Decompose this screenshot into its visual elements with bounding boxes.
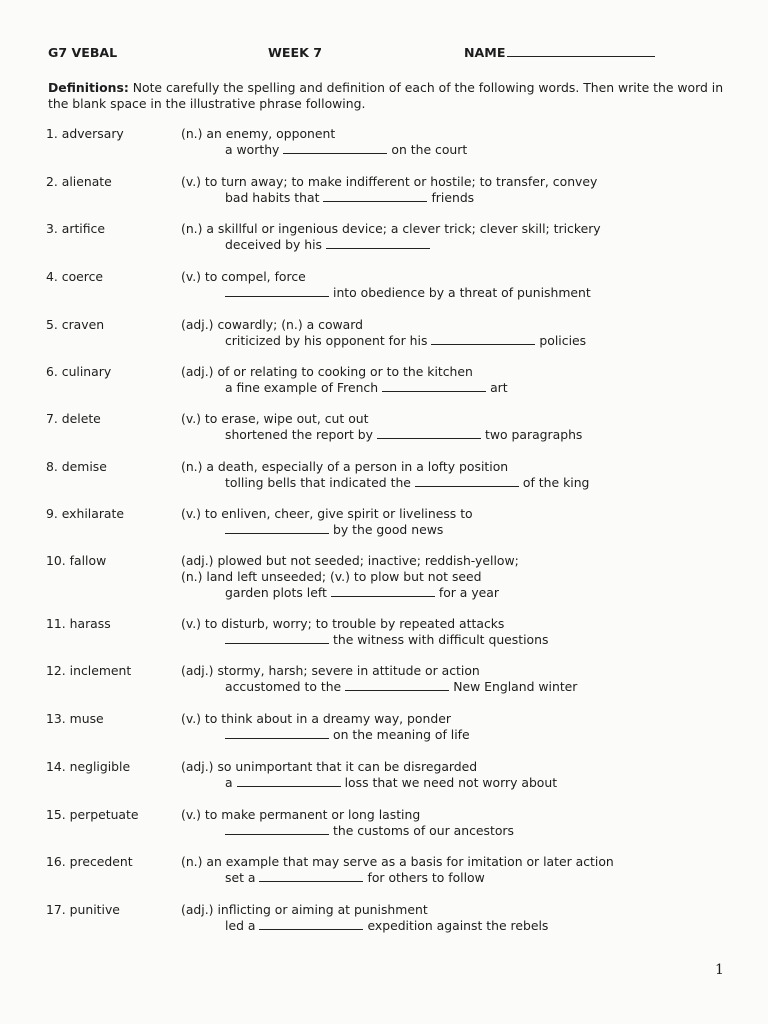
vocab-definition [181, 553, 741, 585]
vocab-term: 8. demise [46, 459, 107, 474]
phrase-after: New England winter [453, 679, 578, 694]
vocab-definition [181, 711, 741, 727]
vocab-term: 14. negligible [46, 759, 131, 774]
phrase-after: on the meaning of life [333, 727, 470, 742]
vocab-definition [181, 269, 741, 285]
example-phrase [225, 190, 474, 206]
answer-blank[interactable] [225, 522, 329, 534]
phrase-after: for others to follow [367, 870, 485, 885]
example-phrase [225, 632, 548, 648]
vocab-definition [181, 854, 741, 870]
name-label: NAME [464, 45, 506, 60]
vocab-definition [181, 317, 741, 333]
definition-line: (n.) land left unseeded; (v.) to plow but not seed [181, 569, 482, 584]
phrase-after: expedition against the rebels [367, 918, 549, 933]
answer-blank[interactable] [259, 918, 363, 930]
definition-line: (adj.) inflicting or aiming at punishment [181, 902, 428, 917]
phrase-before: a worthy [225, 142, 280, 157]
vocab-term: 7. delete [46, 411, 101, 426]
phrase-before: set a [225, 870, 256, 885]
example-phrase [225, 237, 434, 253]
example-phrase [225, 870, 485, 886]
vocab-definition [181, 174, 741, 190]
page-number: 1 [715, 962, 724, 978]
example-phrase [225, 918, 548, 934]
answer-blank[interactable] [345, 679, 449, 691]
instructions-text: Note carefully the spelling and definition of each of the following words. Then write the word in the blank space in the illustrative phrase following. [48, 80, 724, 111]
phrase-before: garden plots left [225, 585, 327, 600]
vocab-term: 5. craven [46, 317, 105, 332]
definition-line: (adj.) plowed but not seeded; inactive; reddish-yellow; [181, 553, 519, 568]
example-phrase [225, 823, 514, 839]
definition-line: (adj.) stormy, harsh; severe in attitude or action [181, 663, 480, 678]
definition-line: (n.) a death, especially of a person in a lofty position [181, 459, 509, 474]
vocab-definition [181, 126, 741, 142]
definition-line: (v.) to disturb, worry; to trouble by repeated attacks [181, 616, 505, 631]
phrase-after: of the king [522, 475, 590, 490]
phrase-before: a [225, 775, 233, 790]
phrase-after: on the court [391, 142, 468, 157]
definition-line: (adj.) cowardly; (n.) a coward [181, 317, 363, 332]
phrase-after: policies [539, 333, 587, 348]
definition-line: (v.) to erase, wipe out, cut out [181, 411, 369, 426]
vocab-term: 10. fallow [46, 553, 107, 568]
vocab-definition [181, 411, 741, 427]
definition-line: (v.) to enliven, cheer, give spirit or liveliness to [181, 506, 473, 521]
answer-blank[interactable] [259, 870, 363, 882]
answer-blank[interactable] [225, 285, 329, 297]
name-field[interactable] [464, 45, 655, 60]
vocab-term: 15. perpetuate [46, 807, 139, 822]
answer-blank[interactable] [283, 142, 387, 154]
example-phrase [225, 679, 577, 695]
example-phrase [225, 142, 467, 158]
phrase-after: the customs of our ancestors [333, 823, 514, 838]
answer-blank[interactable] [225, 823, 329, 835]
definition-line: (v.) to turn away; to make indifferent or hostile; to transfer, convey [181, 174, 598, 189]
phrase-after: friends [431, 190, 475, 205]
answer-blank[interactable] [331, 585, 435, 597]
vocab-definition [181, 364, 741, 380]
vocab-definition [181, 759, 741, 775]
instructions-lead: Definitions: [48, 80, 129, 95]
definition-line: (n.) an example that may serve as a basis for imitation or later action [181, 854, 614, 869]
week-label: WEEK 7 [268, 45, 323, 60]
vocab-term: 3. artifice [46, 221, 105, 236]
example-phrase [225, 727, 470, 743]
vocab-term: 17. punitive [46, 902, 120, 917]
phrase-after: for a year [438, 585, 499, 600]
vocab-term: 16. precedent [46, 854, 133, 869]
worksheet-title: G7 VEBAL [48, 45, 118, 60]
phrase-before: tolling bells that indicated the [225, 475, 411, 490]
vocab-term: 11. harass [46, 616, 111, 631]
answer-blank[interactable] [323, 190, 427, 202]
example-phrase [225, 380, 508, 396]
vocab-term: 13. muse [46, 711, 104, 726]
answer-blank[interactable] [431, 333, 535, 345]
phrase-before: accustomed to the [225, 679, 342, 694]
example-phrase [225, 475, 589, 491]
phrase-after: art [490, 380, 508, 395]
example-phrase [225, 522, 443, 538]
example-phrase [225, 427, 582, 443]
definition-line: (n.) an enemy, opponent [181, 126, 336, 141]
vocab-term: 4. coerce [46, 269, 104, 284]
instructions [48, 80, 728, 112]
answer-blank[interactable] [382, 380, 486, 392]
definition-line: (v.) to think about in a dreamy way, ponder [181, 711, 451, 726]
phrase-after: two paragraphs [485, 427, 583, 442]
vocab-definition [181, 221, 741, 237]
vocab-definition [181, 902, 741, 918]
answer-blank[interactable] [225, 632, 329, 644]
phrase-after: into obedience by a threat of punishment [333, 285, 591, 300]
vocab-term: 9. exhilarate [46, 506, 124, 521]
vocab-definition [181, 459, 741, 475]
phrase-after: the witness with difficult questions [333, 632, 549, 647]
phrase-after: by the good news [333, 522, 444, 537]
answer-blank[interactable] [225, 727, 329, 739]
definition-line: (v.) to make permanent or long lasting [181, 807, 421, 822]
answer-blank[interactable] [377, 427, 481, 439]
name-blank[interactable] [507, 45, 655, 57]
phrase-before: led a [225, 918, 256, 933]
vocab-definition [181, 616, 741, 632]
example-phrase [225, 585, 499, 601]
phrase-before: deceived by his [225, 237, 323, 252]
answer-blank[interactable] [326, 237, 430, 249]
definition-line: (adj.) so unimportant that it can be disregarded [181, 759, 478, 774]
vocab-definition [181, 663, 741, 679]
vocab-term: 6. culinary [46, 364, 112, 379]
phrase-before: criticized by his opponent for his [225, 333, 428, 348]
definition-line: (v.) to compel, force [181, 269, 306, 284]
vocab-term: 12. inclement [46, 663, 132, 678]
definition-line: (adj.) of or relating to cooking or to the kitchen [181, 364, 473, 379]
phrase-before: a fine example of French [225, 380, 379, 395]
vocab-term: 2. alienate [46, 174, 112, 189]
phrase-before: bad habits that [225, 190, 320, 205]
answer-blank[interactable] [237, 775, 341, 787]
example-phrase [225, 285, 591, 301]
answer-blank[interactable] [415, 475, 519, 487]
example-phrase [225, 333, 586, 349]
vocab-term: 1. adversary [46, 126, 124, 141]
phrase-after: loss that we need not worry about [344, 775, 558, 790]
phrase-before: shortened the report by [225, 427, 373, 442]
vocab-definition [181, 807, 741, 823]
example-phrase [225, 775, 557, 791]
definition-line: (n.) a skillful or ingenious device; a clever trick; clever skill; trickery [181, 221, 601, 236]
vocab-definition [181, 506, 741, 522]
